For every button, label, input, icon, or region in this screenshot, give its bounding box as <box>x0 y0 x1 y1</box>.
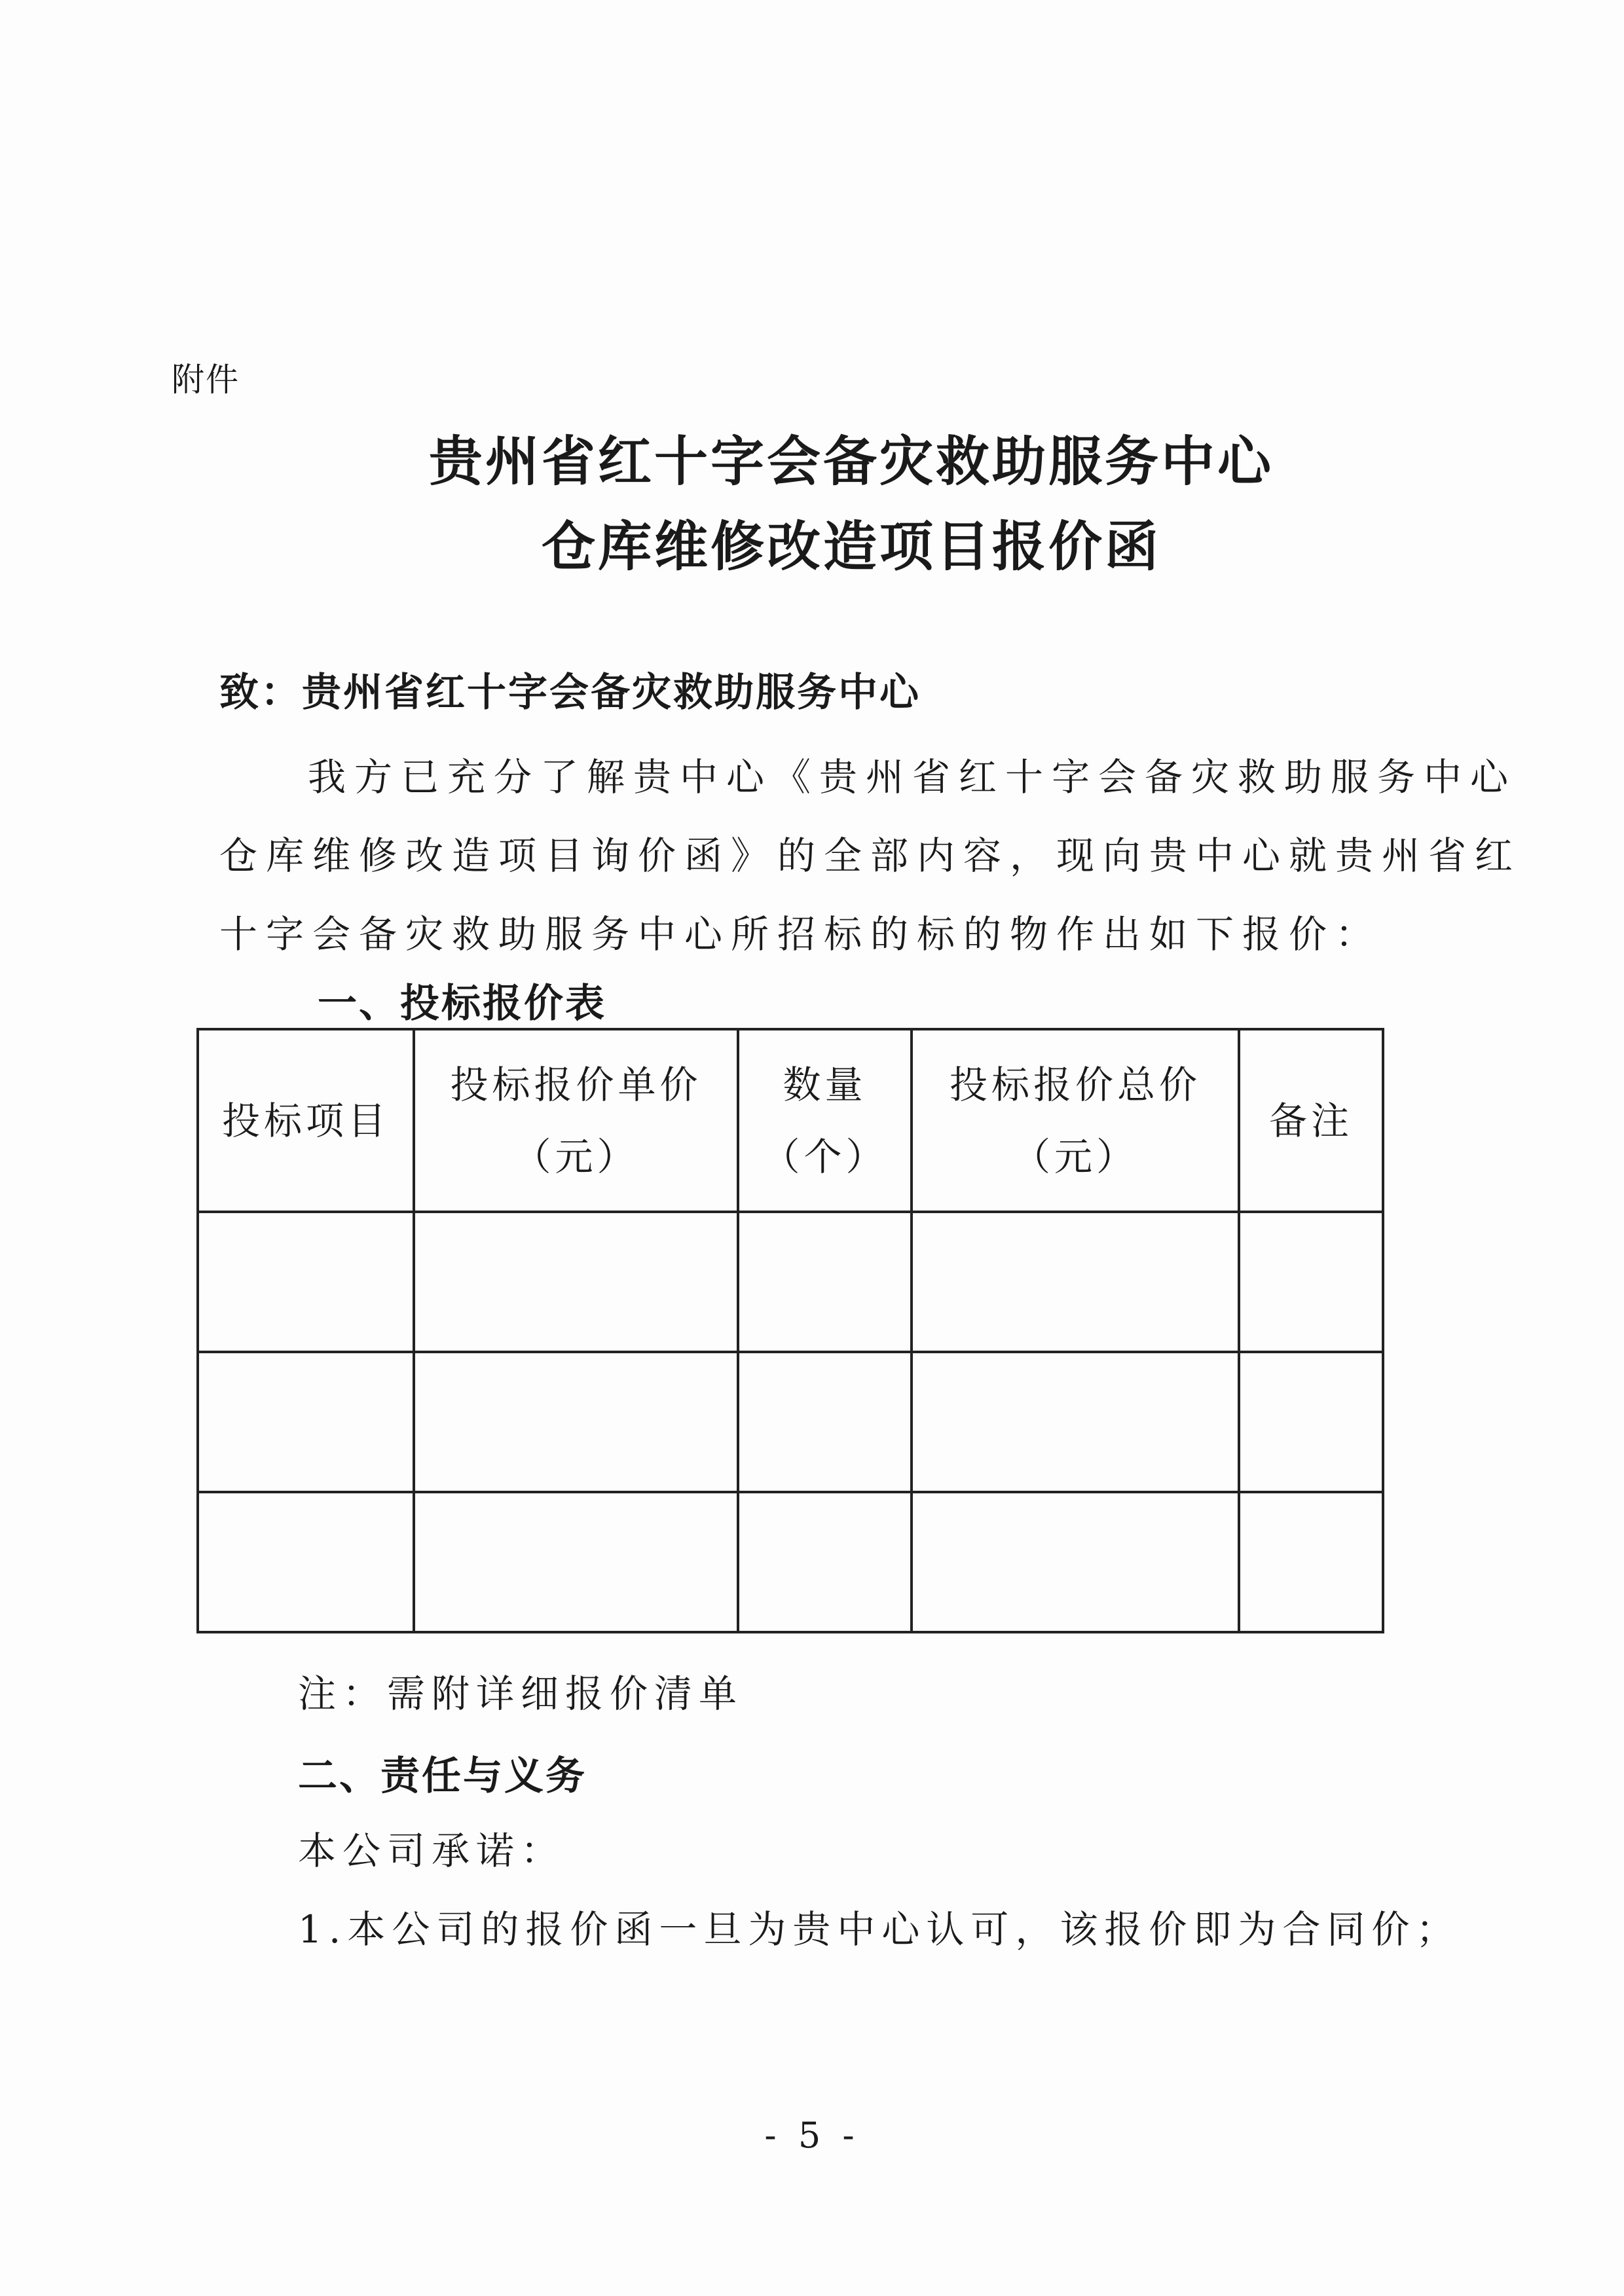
intro-line-2: 仓库维修改造项目询价函》的全部内容，现向贵中心就贵州省红 <box>219 833 1522 878</box>
table-cell[interactable] <box>738 1352 912 1492</box>
table-header-row <box>198 1029 1383 1212</box>
table-row <box>198 1492 1383 1632</box>
table-cell[interactable] <box>738 1212 912 1352</box>
intro-line-1: 我方已充分了解贵中心《贵州省红十字会备灾救助服务中心 <box>308 755 1517 799</box>
table-cell[interactable] <box>414 1352 738 1492</box>
quotation-table <box>196 1028 1384 1633</box>
attachment-label: 附件 <box>172 361 240 399</box>
table-cell[interactable] <box>1239 1492 1383 1632</box>
table-cell[interactable] <box>738 1492 912 1632</box>
table-cell[interactable] <box>1239 1352 1383 1492</box>
intro-line-3: 十字会备灾救助服务中心所招标的标的物作出如下报价： <box>219 912 1382 957</box>
table-row <box>198 1352 1383 1492</box>
column-header-quantity: 数量 （个） <box>738 1029 912 1212</box>
document-title-line-2: 仓库维修改造项目报价函 <box>541 516 1161 578</box>
table-cell[interactable] <box>198 1492 414 1632</box>
table-cell[interactable] <box>414 1212 738 1352</box>
table-row <box>198 1212 1383 1352</box>
commitment-item-1: 1.本公司的报价函一旦为贵中心认可，该报价即为合同价； <box>298 1907 1461 1952</box>
column-header-total-price: 投标报价总价 （元） <box>912 1029 1239 1212</box>
column-header-unit-price: 投标报价单价 （元） <box>414 1029 738 1212</box>
table-cell[interactable] <box>198 1212 414 1352</box>
table-cell[interactable] <box>198 1352 414 1492</box>
table-note: 注：需附详细报价清单 <box>298 1671 744 1716</box>
page-number: - 5 - <box>764 2115 860 2156</box>
table-cell[interactable] <box>414 1492 738 1632</box>
table-cell[interactable] <box>912 1212 1239 1352</box>
commitment-intro: 本公司承诺： <box>298 1829 566 1873</box>
document-title-line-1: 贵州省红十字会备灾救助服务中心 <box>428 431 1274 493</box>
section-2-heading: 二、责任与义务 <box>298 1753 587 1799</box>
table-cell[interactable] <box>1239 1212 1383 1352</box>
column-header-remarks: 备注 <box>1239 1029 1383 1212</box>
table-cell[interactable] <box>912 1492 1239 1632</box>
addressee: 致：贵州省红十字会备灾救助服务中心 <box>219 670 921 716</box>
section-1-heading: 一、投标报价表 <box>318 981 606 1027</box>
column-header-bid-item: 投标项目 <box>198 1029 414 1212</box>
table-cell[interactable] <box>912 1352 1239 1492</box>
